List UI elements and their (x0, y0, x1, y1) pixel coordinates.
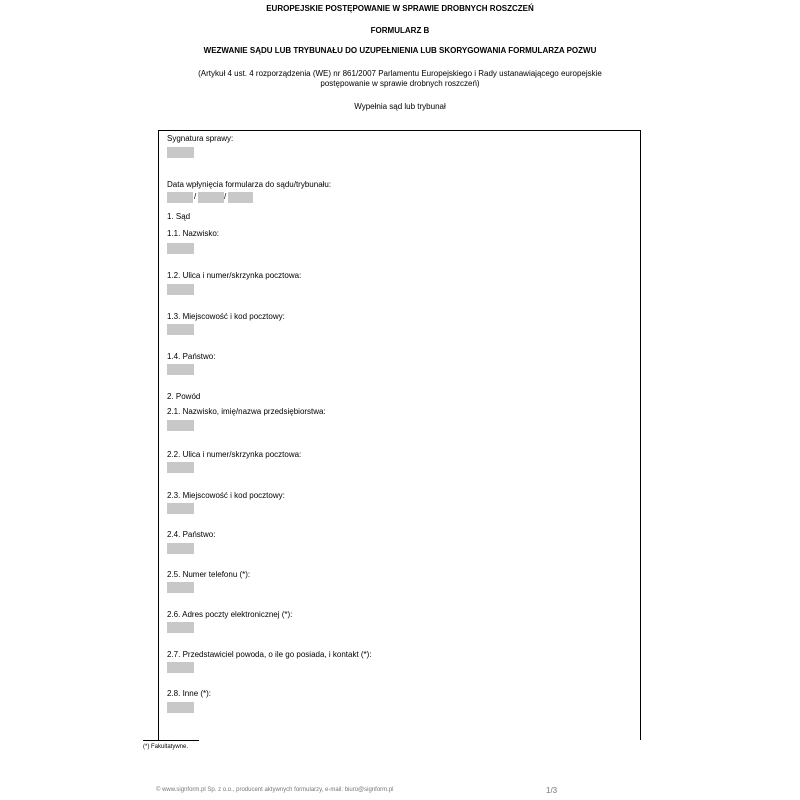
footer-credit: © www.signform.pl Sp. z o.o., producent aktywnych formularzy, e-mail: biuro@signform.pl (156, 787, 394, 793)
claimant-representative-field[interactable] (167, 662, 194, 673)
date-separator: / (194, 192, 197, 201)
footnote: (*) Fakultatywne. (143, 744, 189, 750)
claimant-name-field[interactable] (167, 420, 194, 431)
doc-title: EUROPEJSKIE POSTĘPOWANIE W SPRAWIE DROBNYCH ROSZCZEŃ (266, 4, 534, 13)
case-number-field[interactable] (167, 147, 194, 158)
claimant-heading: 2. Powód (167, 392, 201, 401)
court-name-field[interactable] (167, 243, 194, 254)
court-street-label: 1.2. Ulica i numer/skrzynka pocztowa: (167, 271, 302, 280)
claimant-country-field[interactable] (167, 543, 194, 554)
claimant-other-field[interactable] (167, 702, 194, 713)
claimant-email-field[interactable] (167, 622, 194, 633)
claimant-street-label: 2.2. Ulica i numer/skrzynka pocztowa: (167, 450, 302, 459)
court-name-label: 1.1. Nazwisko: (167, 229, 220, 238)
court-country-label: 1.4. Państwo: (167, 352, 216, 361)
form-box (158, 130, 641, 740)
court-street-field[interactable] (167, 284, 194, 295)
court-city-label: 1.3. Miejscowość i kod pocztowy: (167, 312, 285, 321)
claimant-email-label: 2.6. Adres poczty elektronicznej (*): (167, 610, 293, 619)
date-month-field[interactable] (198, 192, 227, 203)
date-received-label: Data wpłynięcia formularza do sądu/trybunału: (167, 180, 332, 189)
claimant-city-label: 2.3. Miejscowość i kod pocztowy: (167, 491, 285, 500)
claimant-name-label: 2.1. Nazwisko, imię/nazwa przedsiębiorstwa: (167, 407, 326, 416)
claimant-phone-field[interactable] (167, 582, 194, 593)
claimant-representative-label: 2.7. Przedstawiciel powoda, o ile go posiada, i kontakt (*): (167, 650, 372, 659)
date-day-field[interactable] (167, 192, 193, 203)
footnote-divider (143, 740, 199, 741)
page-number: 1/3 (546, 786, 558, 795)
claimant-phone-label: 2.5. Numer telefonu (*): (167, 570, 251, 579)
claimant-country-label: 2.4. Państwo: (167, 530, 216, 539)
form-subtitle: WEZWANIE SĄDU LUB TRYBUNAŁU DO UZUPEŁNIENIA LUB SKORYGOWANIA FORMULARZA POZWU (203, 46, 597, 55)
claimant-street-field[interactable] (167, 462, 194, 473)
claimant-city-field[interactable] (167, 503, 194, 514)
form-name: FORMULARZ B (370, 26, 430, 35)
date-year-field[interactable] (228, 192, 253, 203)
court-country-field[interactable] (167, 364, 194, 375)
claimant-other-label: 2.8. Inne (*): (167, 689, 212, 698)
date-separator: / (224, 192, 227, 201)
case-number-label: Sygnatura sprawy: (167, 134, 234, 143)
court-city-field[interactable] (167, 324, 194, 335)
fill-note: Wypełnia sąd lub trybunał (354, 102, 446, 111)
article-reference: (Artykuł 4 ust. 4 rozporządzenia (WE) nr 861/2007 Parlamentu Europejskiego i Rady ustanawiającego europejskie postępowanie w sprawie drobnych roszczeń) (198, 69, 602, 88)
court-heading: 1. Sąd (167, 212, 191, 221)
